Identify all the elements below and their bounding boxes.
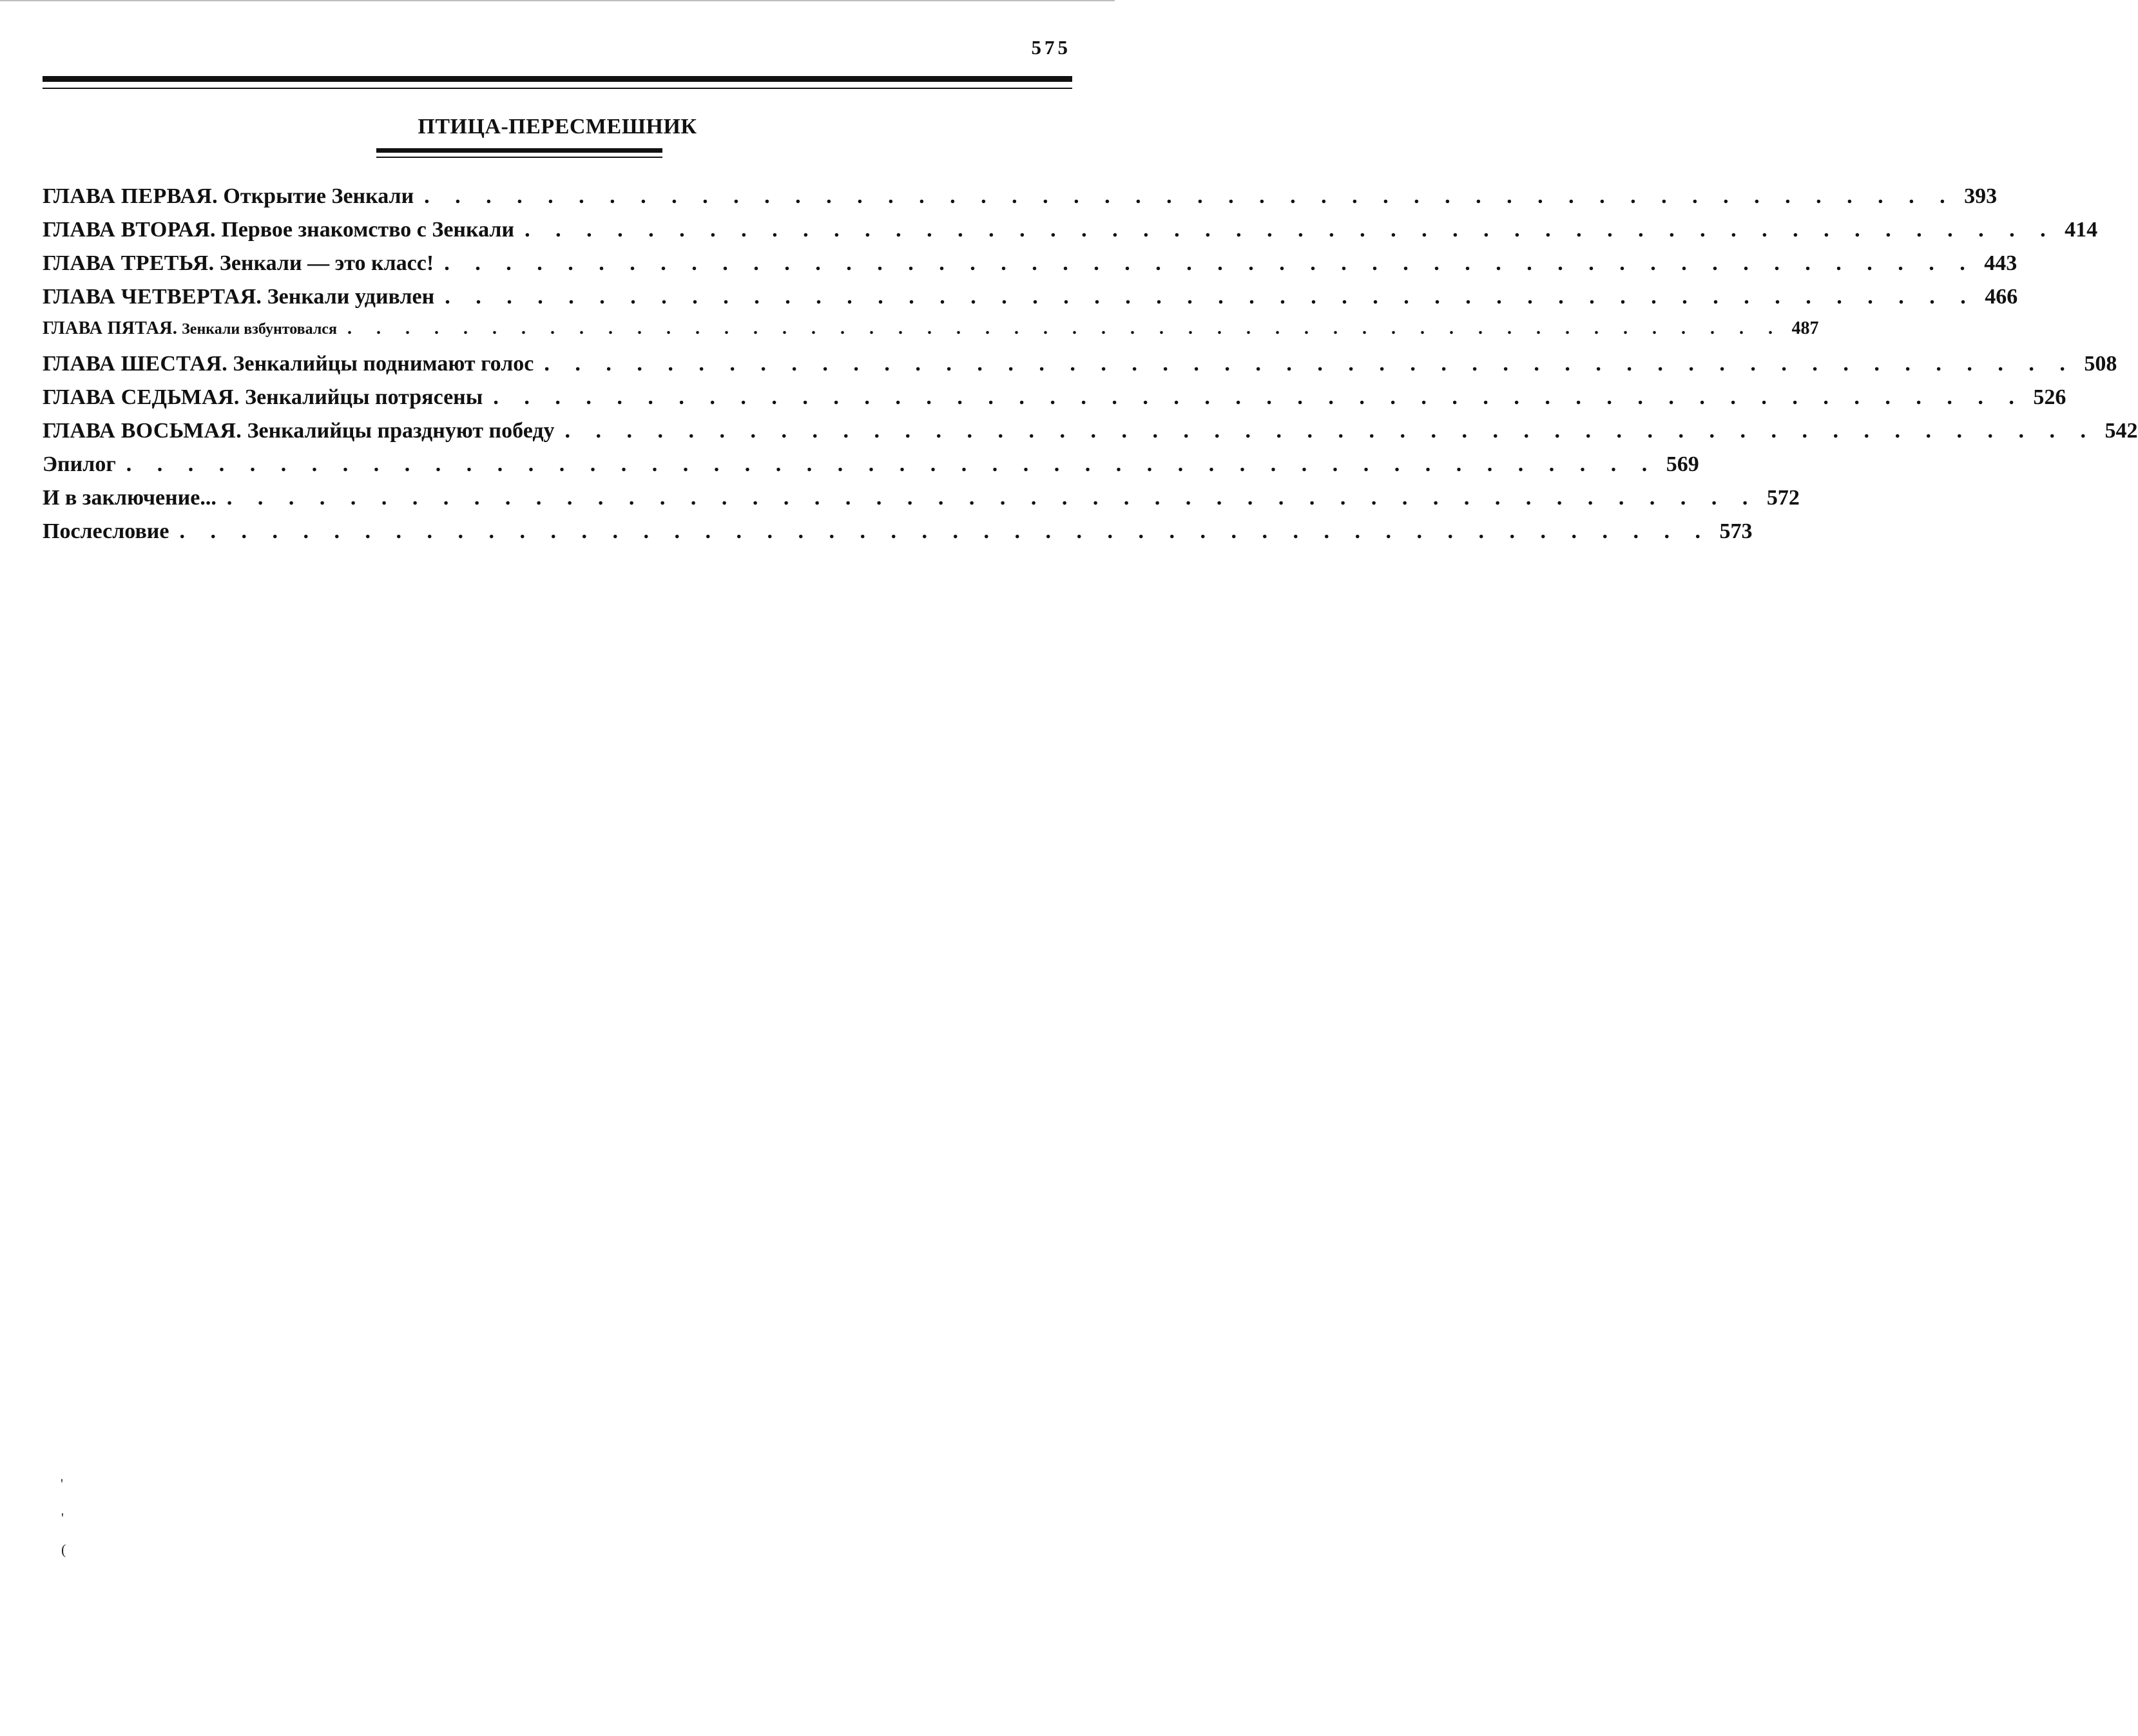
- chapter-label: ГЛАВА ВОСЬМАЯ.: [43, 419, 242, 443]
- title-rule-thin: [376, 157, 662, 158]
- dot-leader: . . . . . . . . . . . . . . . . . . . . . . . . . . . . . . . . . . . . . . . . . . . . . . . . . .: [445, 285, 1976, 309]
- page-reference: 573: [1719, 519, 1753, 543]
- toc-entry[interactable]: [43, 218, 2098, 251]
- toc-entry[interactable]: [43, 385, 2066, 419]
- toc-entry[interactable]: [43, 486, 1800, 519]
- page-reference: 508: [2084, 352, 2117, 376]
- toc-entry[interactable]: [43, 519, 1753, 553]
- toc-entry[interactable]: [43, 184, 1998, 218]
- toc-entry[interactable]: [43, 251, 2018, 285]
- section-title: ПТИЦА-ПЕРЕСМЕШНИК: [418, 115, 697, 139]
- dot-leader: . . . . . . . . . . . . . . . . . . . . . . . . . . . . . . . . . . . . . . . . . . . . . . . . . .: [564, 419, 2096, 443]
- dot-leader: . . . . . . . . . . . . . . . . . . . . . . . . . . . . . . . . . . . . . . . . . . . . . . . . . .: [525, 218, 2056, 242]
- page-reference: 572: [1766, 486, 1800, 510]
- scan-speck: (: [61, 1541, 66, 1558]
- chapter-label: ГЛАВА ЧЕТВЕРТАЯ.: [43, 285, 262, 309]
- chapter-label: ГЛАВА ПЕРВАЯ.: [43, 184, 218, 208]
- toc-entry[interactable]: [43, 452, 1699, 486]
- chapter-title: Первое знакомство с Зенкали: [221, 218, 515, 242]
- toc-entry[interactable]: [43, 419, 2138, 452]
- header-rule-thick: [43, 76, 1072, 82]
- dot-leader: . . . . . . . . . . . . . . . . . . . . . . . . . . . . . . . . . . . . . . . . . . . . . . . . . .: [126, 452, 1657, 476]
- dot-leader: . . . . . . . . . . . . . . . . . . . . . . . . . . . . . . . . . . . . . . . . . . . . . . . . . .: [444, 251, 1976, 275]
- toc-entry[interactable]: [43, 318, 1819, 352]
- chapter-title: Открытие Зенкали: [223, 184, 414, 208]
- chapter-title: Зенкалийцы поднимают голос: [233, 352, 534, 376]
- page-reference: 466: [1985, 285, 2018, 309]
- chapter-title: Зенкали — это класс!: [219, 251, 434, 275]
- scan-speck: ': [61, 1476, 63, 1492]
- page-reference: 569: [1666, 452, 1699, 476]
- title-rule-thick: [376, 148, 662, 153]
- page-reference: 487: [1791, 318, 1819, 338]
- chapter-label: ГЛАВА ШЕСТАЯ.: [43, 352, 228, 376]
- toc-entry[interactable]: [43, 352, 2117, 385]
- table-of-contents: [43, 184, 2138, 553]
- page-number: 575: [1031, 36, 1071, 59]
- chapter-label: ГЛАВА ТРЕТЬЯ.: [43, 251, 215, 275]
- scan-speck: ': [61, 1510, 64, 1526]
- chapter-title: Послесловие: [43, 519, 169, 543]
- page-reference: 542: [2104, 419, 2138, 443]
- chapter-title: Зенкалийцы празднуют победу: [247, 419, 555, 443]
- chapter-title: Зенкали удивлен: [267, 285, 435, 309]
- header-rule-thin: [43, 88, 1072, 89]
- dot-leader: . . . . . . . . . . . . . . . . . . . . . . . . . . . . . . . . . . . . . . . . . . . . . . . . . .: [226, 486, 1758, 510]
- chapter-title: И в заключение...: [43, 486, 217, 510]
- chapter-title: Зенкалийцы потрясены: [245, 385, 483, 409]
- chapter-label: ГЛАВА СЕДЬМАЯ.: [43, 385, 240, 409]
- dot-leader: . . . . . . . . . . . . . . . . . . . . . . . . . . . . . . . . . . . . . . . . . . . . . . . . . .: [544, 352, 2075, 376]
- section-heading: [0, 115, 1115, 139]
- dot-leader: . . . . . . . . . . . . . . . . . . . . . . . . . . . . . . . . . . . . . . . . . . . . . . . . . .: [179, 519, 1711, 543]
- page-top-edge: [0, 0, 1115, 1]
- page-reference: 526: [2033, 385, 2066, 409]
- page-reference: 393: [1964, 184, 1998, 208]
- page-reference: 414: [2065, 218, 2098, 242]
- toc-entry[interactable]: [43, 285, 2018, 318]
- chapter-label: ГЛАВА ВТОРАЯ.: [43, 218, 216, 242]
- chapter-title: Эпилог: [43, 452, 116, 476]
- chapter-label: ГЛАВА ПЯТАЯ.: [43, 318, 178, 338]
- chapter-title: Зенкали взбунтовался: [182, 321, 337, 338]
- dot-leader: . . . . . . . . . . . . . . . . . . . . . . . . . . . . . . . . . . . . . . . . . . . . . . . . . .: [347, 318, 1783, 338]
- dot-leader: . . . . . . . . . . . . . . . . . . . . . . . . . . . . . . . . . . . . . . . . . . . . . . . . . .: [493, 385, 2025, 409]
- dot-leader: . . . . . . . . . . . . . . . . . . . . . . . . . . . . . . . . . . . . . . . . . . . . . . . . . .: [424, 184, 1956, 208]
- page-reference: 443: [1984, 251, 2018, 275]
